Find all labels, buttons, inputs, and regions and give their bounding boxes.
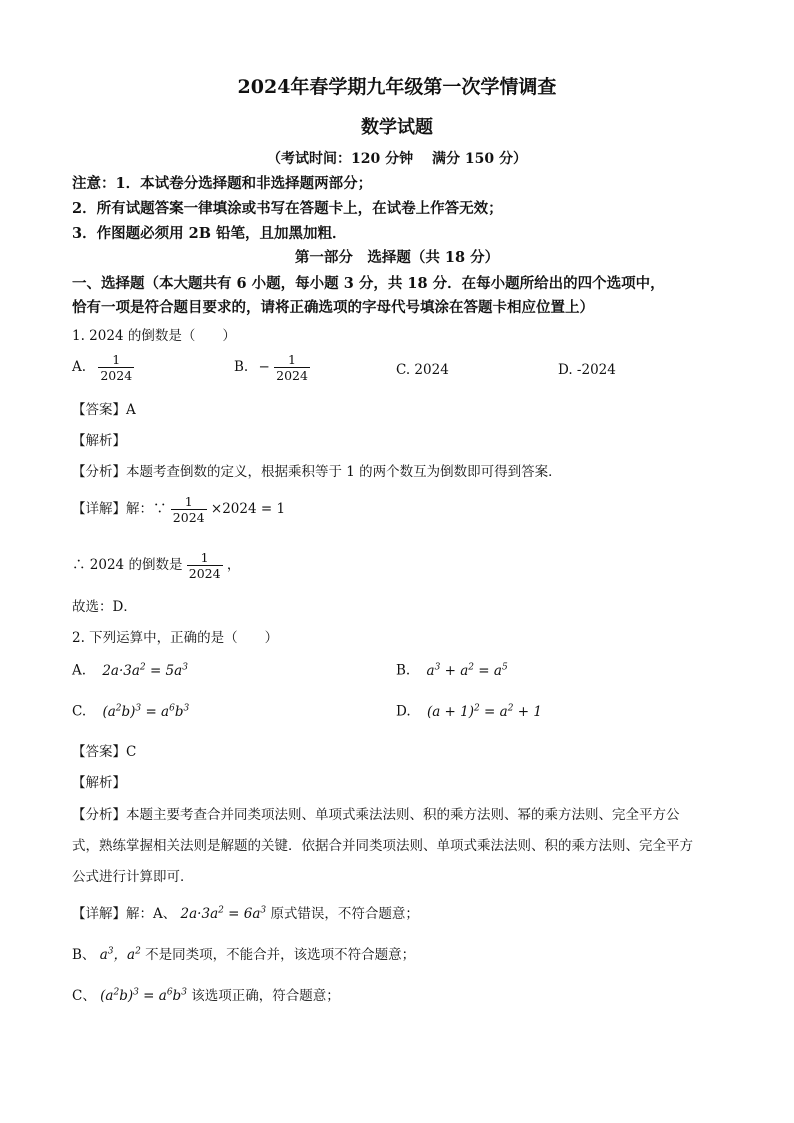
q1-detail <box>72 494 285 525</box>
note-1: 注意：1．本试卷分选择题和非选择题两部分； <box>72 175 373 192</box>
fraction-numerator: 1 <box>184 494 193 509</box>
q2-option-c <box>72 703 189 720</box>
q2-detail-prefix: 【详解】解：A、 <box>72 906 177 922</box>
fraction-denominator: 2024 <box>188 566 221 581</box>
q2-detail-a <box>72 902 419 922</box>
subject-title: 数学试题 <box>361 117 433 138</box>
q1-stem: 1. 2024 的倒数是（ ） <box>72 328 236 344</box>
q2-detail-c <box>72 984 340 1004</box>
q2-detail-c-prefix: C、 <box>72 988 96 1004</box>
q2-option-d <box>396 703 542 720</box>
q1-therefore <box>72 550 240 581</box>
note-2: 2．所有试题答案一律填涂或书写在答题卡上，在试卷上作答无效； <box>72 200 503 217</box>
q2-analysis-line2: 式，熟练掌握相关法则是解题的关键．依据合并同类项法则、单项式乘法法则、积的乘方法则、完全平方 <box>72 838 693 854</box>
q2-option-c-formula: $(a^2b)^3 = a^6b^3$ <box>102 703 190 720</box>
q1-detail-fraction <box>171 494 207 525</box>
q1-therefore-prefix: ∴ 2024 的倒数是 <box>72 557 183 573</box>
q2-detail-b-prefix: B、 <box>72 947 96 963</box>
q1-option-a-fraction <box>98 352 134 383</box>
q2-stem: 2. 下列运算中，正确的是（ ） <box>72 630 279 646</box>
part1-heading: 第一部分 选择题（共 18 分） <box>294 249 500 266</box>
q2-detail-a-formula: $2a\cdot 3a^2 = 6a^3$ <box>180 905 267 922</box>
q1-option-a-label: A. <box>72 359 87 375</box>
q1-option-c: C. 2024 <box>396 362 449 378</box>
q2-option-d-formula: $(a + 1)^2 = a^2 + 1$ <box>426 703 542 720</box>
q1-option-b <box>234 352 310 383</box>
q2-option-c-label: C. <box>72 703 87 720</box>
q2-option-d-label: D. <box>396 703 411 720</box>
q1-option-d: D. -2024 <box>558 362 616 378</box>
q1-choice: 故选：D． <box>72 599 137 615</box>
fraction-denominator: 2024 <box>172 510 205 525</box>
q2-option-b-formula: $a^3 + a^2 = a^5$ <box>426 662 508 679</box>
q1-analysis-tag: 【解析】 <box>72 433 126 449</box>
q1-option-b-fraction <box>274 352 310 383</box>
q1-analysis: 【分析】本题考查倒数的定义，根据乘积等于 1 的两个数互为倒数即可得到答案． <box>72 464 562 480</box>
fraction-denominator: 2024 <box>100 368 133 383</box>
q2-option-a-label: A. <box>72 662 87 679</box>
q2-detail-c-formula: $(a^2b)^3 = a^6b^3$ <box>100 987 187 1004</box>
q2-detail-b-formula: $a^3$，$a^2$ <box>99 946 141 963</box>
q2-analysis-line1: 【分析】本题主要考查合并同类项法则、单项式乘法法则、积的乘方法则、幂的乘方法则、完全平方公 <box>72 807 680 823</box>
q2-option-a-formula: $2a\cdot 3a^2 = 5a^3$ <box>102 662 188 679</box>
q2-analysis-line3: 公式进行计算即可． <box>72 869 194 885</box>
q1-therefore-suffix: ， <box>226 557 241 573</box>
q2-detail-b-suffix: 不是同类项，不能合并，该选项不符合题意； <box>145 947 416 963</box>
q2-detail-b <box>72 943 415 963</box>
q2-option-b-label: B. <box>396 662 411 679</box>
fraction-denominator: 2024 <box>276 368 308 383</box>
note-3: 3．作图题必须用 2B 铅笔，且加黑加粗． <box>72 225 347 242</box>
q1-option-a <box>72 352 134 383</box>
q1-option-b-label: B. <box>234 359 249 375</box>
q2-answer: 【答案】C <box>72 744 137 760</box>
exam-time-info: （考试时间：120 分钟 满分 150 分） <box>267 151 527 167</box>
page-title: 2024年春学期九年级第一次学情调查 <box>237 76 557 98</box>
section-intro-line2: 恰有一项是符合题目要求的，请将正确选项的字母代号填涂在答题卡相应位置上） <box>72 299 594 316</box>
q1-detail-suffix: ×2024 = 1 <box>210 501 286 517</box>
q2-option-a <box>72 662 188 679</box>
q1-therefore-fraction <box>187 550 223 581</box>
fraction-numerator: 1 <box>288 352 296 367</box>
section-intro-line1: 一、选择题（本大题共有 6 小题，每小题 3 分，共 18 分．在每小题所给出的四个选项中， <box>72 275 665 292</box>
minus-sign: − <box>258 359 270 375</box>
q2-analysis-tag: 【解析】 <box>72 775 126 791</box>
q1-answer: 【答案】A <box>72 402 136 418</box>
q2-detail-c-suffix: 该选项正确，符合题意； <box>191 988 340 1004</box>
q2-option-b <box>396 662 508 679</box>
q1-detail-prefix: 【详解】解：∵ <box>72 501 167 517</box>
q2-detail-a-suffix: 原式错误，不符合题意； <box>270 906 419 922</box>
fraction-numerator: 1 <box>112 352 121 367</box>
fraction-numerator: 1 <box>200 550 209 565</box>
